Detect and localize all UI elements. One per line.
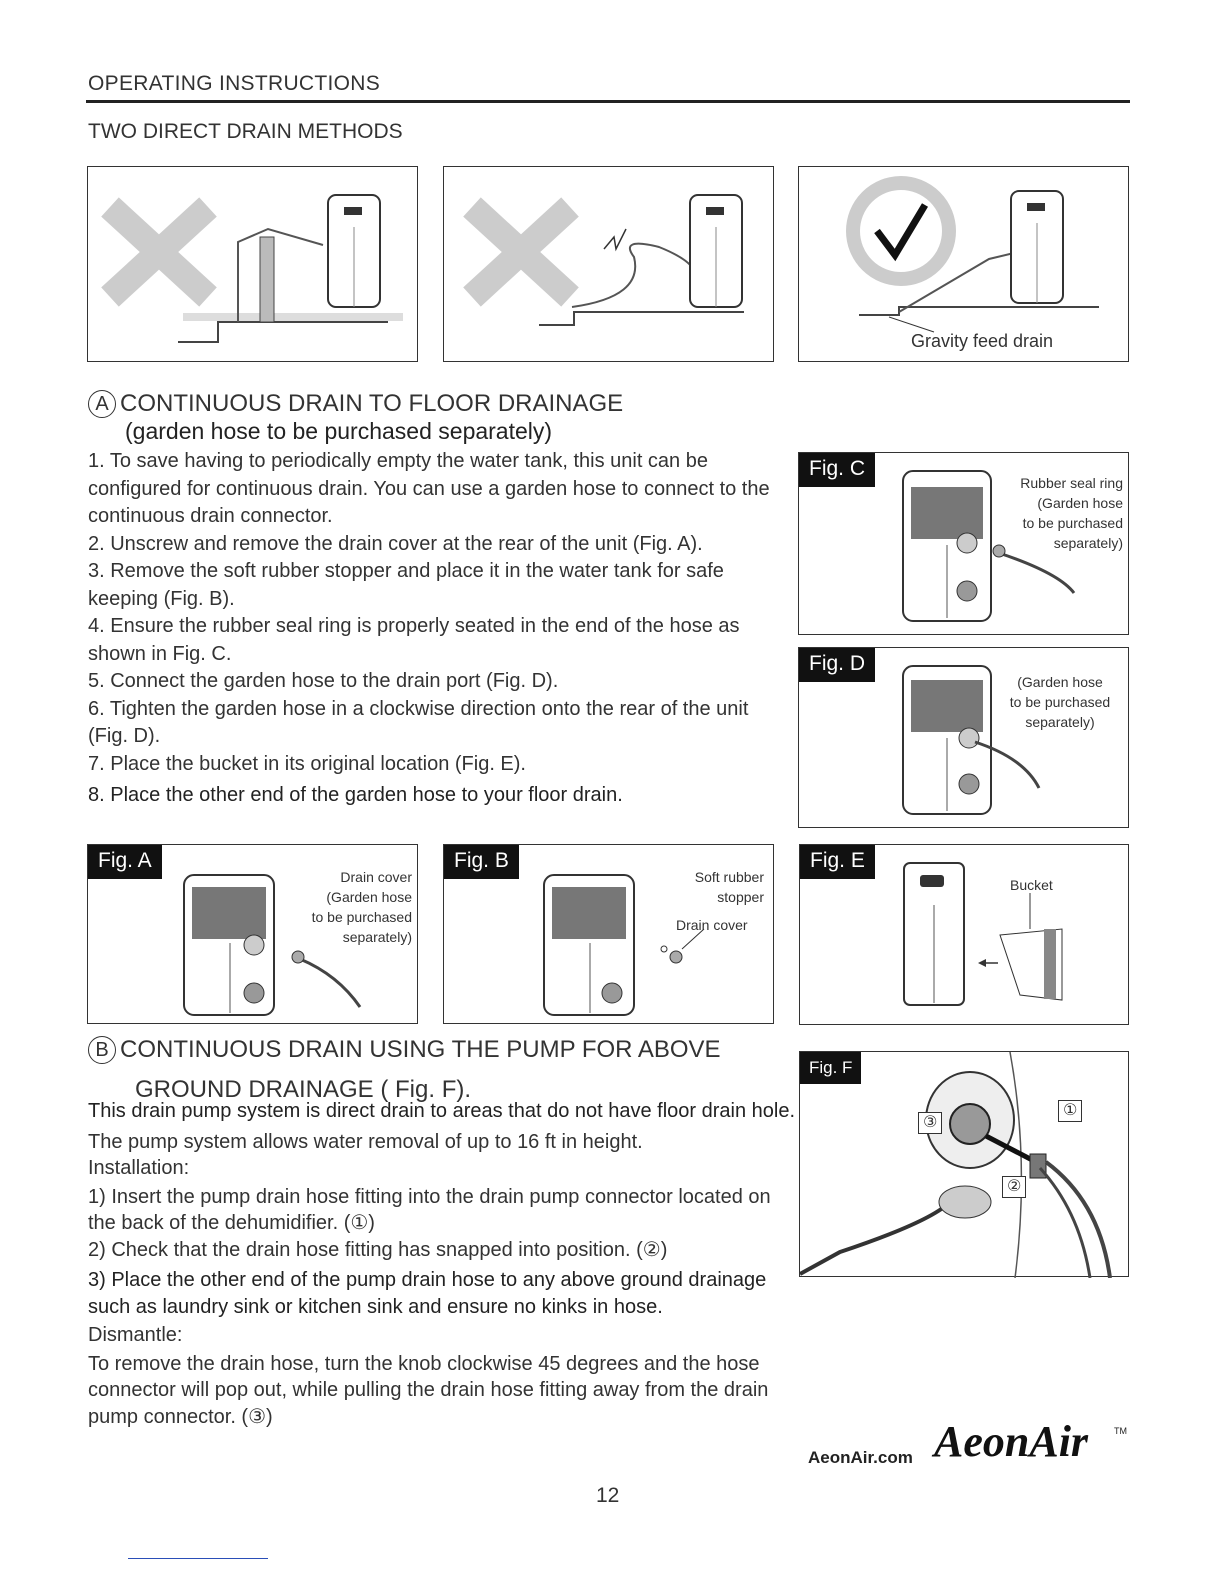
install-step-2: 2) Check that the drain hose fitting has snapped into position. (②) (88, 1238, 668, 1261)
installation-label: Installation: (88, 1157, 190, 1179)
fig-d-tag: Fig. D (799, 648, 875, 682)
step-2: 2. Unscrew and remove the drain cover at the rear of the unit (Fig. A). (88, 532, 703, 555)
fig-c-label: Rubber seal ring (Garden hose to be purchased separately) (1020, 475, 1123, 551)
step-6: 6. Tighten the garden hose in a clockwise direction onto the rear of the unit (Fig. D). (88, 697, 749, 747)
section-a-subtitle: (garden hose to be purchased separately) (125, 418, 553, 444)
pump-intro: This drain pump system is direct drain to areas that do not have floor drain hole. (88, 1100, 796, 1122)
fig-f-tag: Fig. F (800, 1052, 861, 1084)
section-a-title: A CONTINUOUS DRAIN TO FLOOR DRAINAGE (garden hose to be purchased separately) (88, 390, 623, 445)
check-circle-icon (853, 183, 949, 279)
fig-f-marker-1: ① (1058, 1100, 1082, 1122)
page-header: OPERATING INSTRUCTIONS (88, 72, 381, 95)
header-rule (86, 100, 1130, 103)
section-heading: TWO DIRECT DRAIN METHODS (88, 120, 403, 143)
fig-e (799, 844, 1129, 1025)
fig-a-label: Drain cover (Garden hose to be purchased separately) (311, 869, 412, 945)
drain-method-wrong-1 (87, 166, 418, 362)
footer-url: AeonAir.com (808, 1448, 913, 1467)
wrong-x-icon (110, 207, 208, 297)
fig-b-tag: Fig. B (444, 845, 519, 879)
section-b-marker: B (88, 1036, 116, 1064)
fig-f-illustration (800, 1052, 1130, 1278)
install-step-1: 1) Insert the pump drain hose fitting into the drain pump connector located on the back of the dehumidifier. (①) (88, 1185, 771, 1234)
drain-method-wrong-2 (443, 166, 774, 362)
fig-d (798, 647, 1129, 828)
fig-b-label-stopper: Soft rubber stopper (694, 869, 764, 905)
fig-e-label: Bucket (1010, 877, 1053, 893)
gravity-caption: Gravity feed drain (911, 331, 1054, 351)
step-4: 4. Ensure the rubber seal ring is properly seated in the end of the hose as shown in Fig. C. (88, 615, 740, 665)
dismantle-text: To remove the drain hose, turn the knob clockwise 45 degrees and the hose connector will pop out, while pulling the drain hose fitting away from the drain pump connector. (③) (88, 1352, 769, 1428)
section-b-body (88, 1098, 798, 1430)
fig-f-marker-2: ② (1002, 1176, 1026, 1198)
check-icon (877, 205, 925, 255)
trademark-mark: TM (1114, 1426, 1127, 1436)
fig-f (799, 1051, 1129, 1277)
section-a-marker: A (88, 390, 116, 418)
drain-method-correct (798, 166, 1129, 362)
step-5: 5. Connect the garden hose to the drain port (Fig. D). (88, 670, 559, 692)
step-3: 3. Remove the soft rubber stopper and place it in the water tank for safe keeping (Fig. B). (88, 560, 724, 610)
fig-f-marker-3: ③ (918, 1112, 942, 1134)
step-8: 8. Place the other end of the garden hose to your floor drain. (88, 784, 623, 806)
pump-height: The pump system allows water removal of up to 16 ft in height. (88, 1130, 643, 1153)
illustration-kinked-hose (444, 167, 775, 363)
dismantle-label: Dismantle: (88, 1324, 183, 1346)
fig-a-tag: Fig. A (88, 845, 162, 879)
step-1: 1. To save having to periodically empty the water tank, this unit can be configured for continuous drain. You can use a garden hose to connect to the continuous drain connector. (88, 450, 770, 527)
brand-logo: AeonAir (934, 1417, 1089, 1466)
fig-a (87, 844, 418, 1024)
illustration-raised-hose (88, 167, 419, 363)
section-a-steps (88, 448, 778, 810)
fig-b (443, 844, 774, 1024)
fig-d-label: (Garden hose to be purchased separately) (1009, 674, 1111, 730)
bottom-rule (128, 1558, 268, 1559)
wrong-x-icon (472, 207, 570, 297)
fig-c-tag: Fig. C (799, 453, 875, 487)
section-b-title: B CONTINUOUS DRAIN USING THE PUMP FOR ABOVE GROUND DRAINAGE ( Fig. F). (88, 1036, 721, 1104)
install-step-3: 3) Place the other end of the pump drain hose to any above ground drainage such as laundry sink or kitchen sink and ensure no kinks in hose. (88, 1269, 767, 1318)
page-number: 12 (596, 1484, 620, 1507)
step-7: 7. Place the bucket in its original location (Fig. E). (88, 752, 526, 775)
fig-c (798, 452, 1129, 635)
fig-b-label-cover: Drain cover (676, 917, 748, 933)
fig-e-tag: Fig. E (800, 845, 875, 879)
